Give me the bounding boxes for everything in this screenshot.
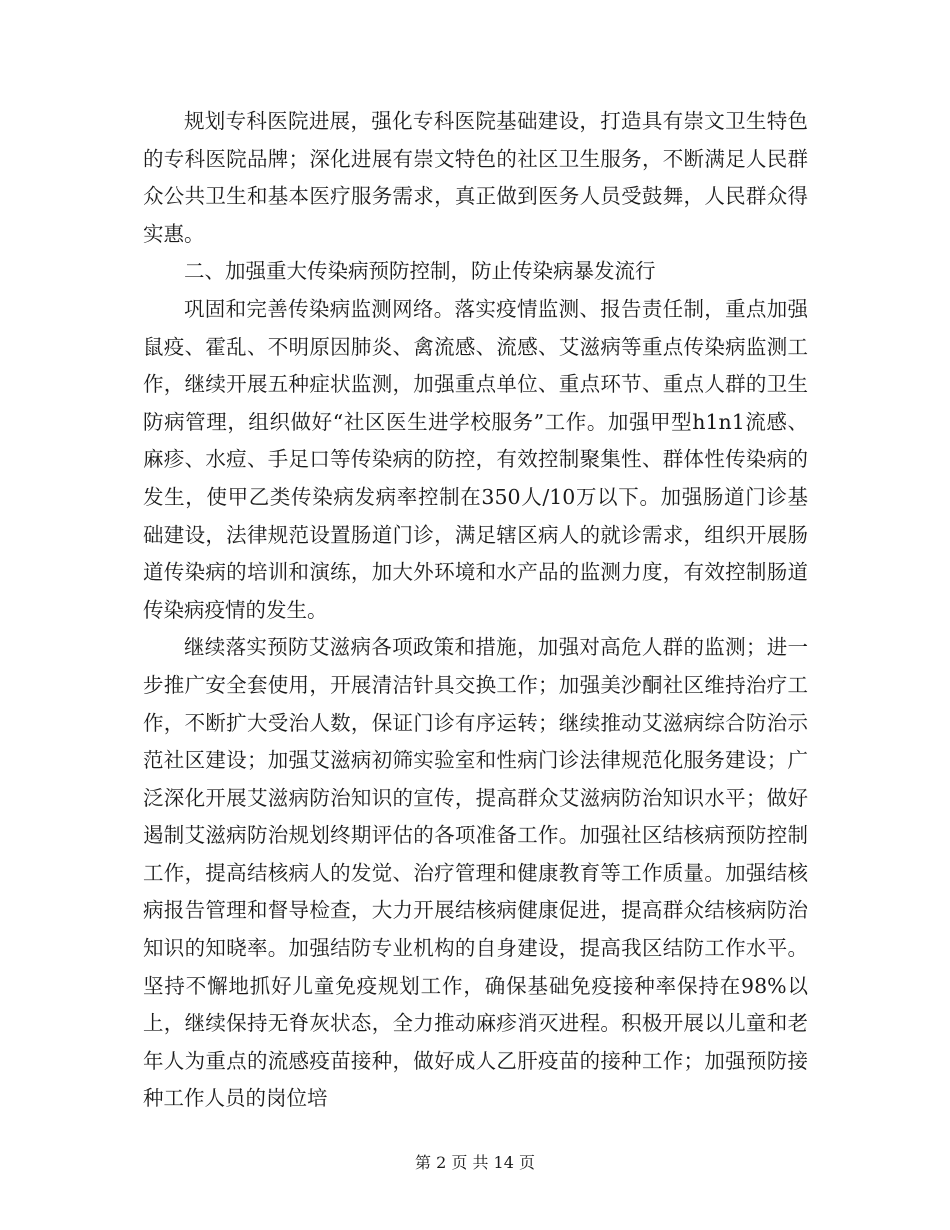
paragraph-aids-tb-immunization: 继续落实预防艾滋病各项政策和措施，加强对高危人群的监测；进一步推广安全套使用，开展清洁针具交换工作；加强美沙酮社区维持治疗工作，不断扩大受治人数，保证门诊有序运转；继续推动艾滋病综合防治示范社区建设；加强艾滋病初筛实验室和性病门诊法律规范化服务建设；广泛深化开展艾滋病防治知识的宣传，提高群众艾滋病防治知识水平；做好遏制艾滋病防治规划终期评估的各项准备工作。加强社区结核病预防控制工作，提高结核病人的发觉、治疗管理和健康教育等工作质量。加强结核病报告管理和督导检查，大力开展结核病健康促进，提高群众结核病防治知识的知晓率。加强结防专业机构的自身建设，提高我区结防工作水平。坚持不懈地抓好儿童免疫规划工作，确保基础免疫接种率保持在98%以上，继续保持无脊灰状态，全力推动麻疹消灭进程。积极开展以儿童和老年人为重点的流感疫苗接种，做好成人乙肝疫苗的接种工作；加强预防接种工作人员的岗位培 <box>143 635 808 1111</box>
paragraph-specialty-hospitals: 规划专科医院进展，强化专科医院基础建设，打造具有崇文卫生特色的专科医院品牌；深化进展有崇文特色的社区卫生服务，不断满足人民群众公共卫生和基本医疗服务需求，真正做到医务人员受鼓舞，人民群众得实惠。 <box>143 109 808 246</box>
page-footer: 第 2 页 共 14 页 <box>415 1153 535 1172</box>
section-heading-infectious-disease: 二、加强重大传染病预防控制，防止传染病暴发流行 <box>184 259 656 284</box>
paragraph-surveillance-network: 巩固和完善传染病监测网络。落实疫情监测、报告责任制，重点加强鼠疫、霍乱、不明原因肺炎、禽流感、流感、艾滋病等重点传染病监测工作，继续开展五种症状监测，加强重点单位、重点环节、重点人群的卫生防病管理，组织做好“社区医生进学校服务”工作。加强甲型h1n1流感、麻疹、水痘、手足口等传染病的防控，有效控制聚集性、群体性传染病的发生，使甲乙类传染病发病率控制在350人/10万以下。加强肠道门诊基础建设，法律规范设置肠道门诊，满足辖区病人的就诊需求，组织开展肠道传染病的培训和演练，加大外环境和水产品的监测力度，有效控制肠道传染病疫情的发生。 <box>143 296 808 622</box>
document-body <box>143 103 808 1118</box>
